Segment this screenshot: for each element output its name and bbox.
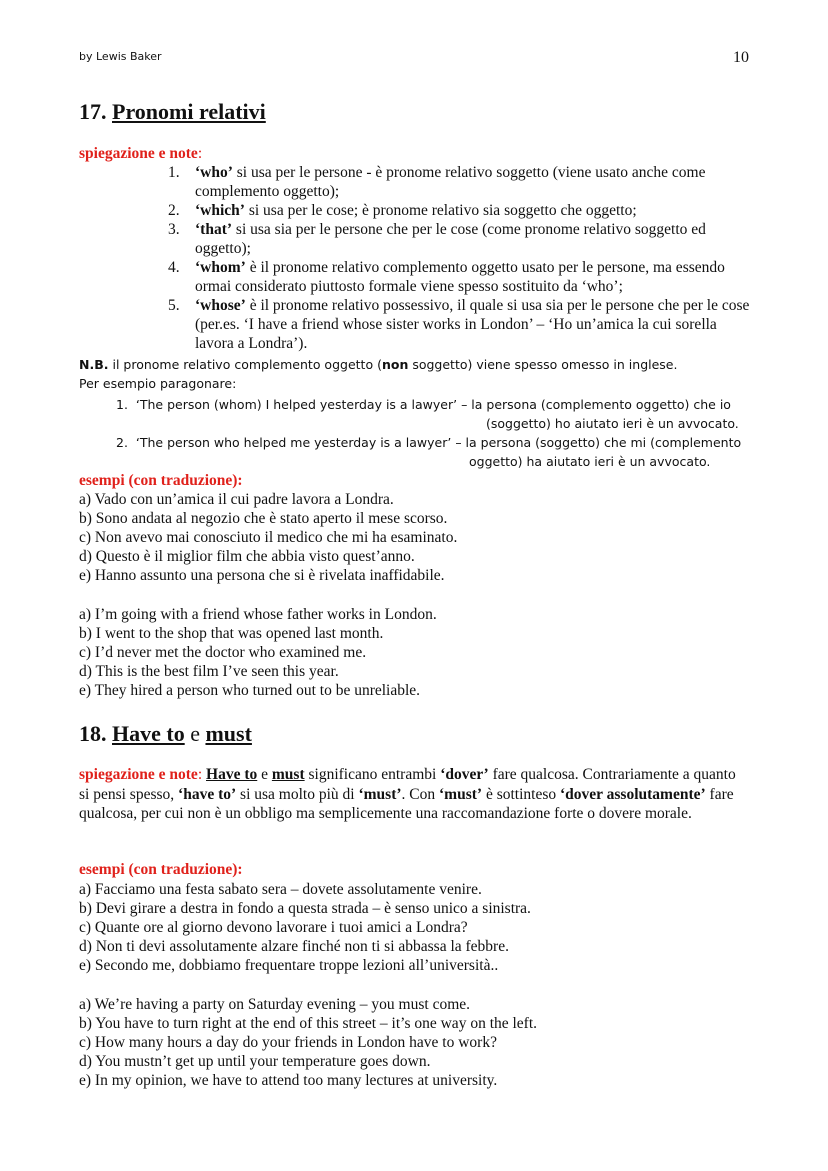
list-item: 1. ‘who’ si usa per le persone - è pronome relativo soggetto (viene usato anche come complemento oggetto); bbox=[168, 164, 706, 200]
section-17-notes-heading: spiegazione e note: bbox=[79, 145, 203, 162]
relative-pronoun-list bbox=[168, 163, 758, 353]
example-english: c) I’d never met the doctor who examined me. bbox=[79, 644, 367, 661]
example-italian: e) Secondo me, dobbiamo frequentare troppe lezioni all’università.. bbox=[79, 957, 499, 974]
term: ‘which’ bbox=[195, 202, 245, 219]
example-english: d) This is the best film I’ve seen this year. bbox=[79, 663, 339, 680]
example-english: c) How many hours a day do your friends in London have to work? bbox=[79, 1034, 497, 1051]
header-author: by Lewis Baker bbox=[79, 50, 162, 63]
example-english: a) I’m going with a friend whose father works in London. bbox=[79, 606, 437, 623]
section-18-number: 18. bbox=[79, 721, 107, 746]
compare-item-1: 1. ‘The person (whom) I helped yesterday is a lawyer’ – la persona (complemento oggetto) che io bbox=[116, 397, 731, 412]
compare-intro: Per esempio paragonare: bbox=[79, 376, 237, 391]
term: ‘who’ bbox=[195, 164, 233, 181]
section-17-title-text: Pronomi relativi bbox=[112, 99, 266, 124]
example-italian: e) Hanno assunto una persona che si è rivelata inaffidabile. bbox=[79, 567, 445, 584]
compare-item-1-cont: (soggetto) ho aiutato ieri è un avvocato. bbox=[486, 416, 739, 431]
term: ‘whom’ bbox=[195, 259, 246, 276]
example-italian: a) Facciamo una festa sabato sera – dovete assolutamente venire. bbox=[79, 881, 482, 898]
page-number: 10 bbox=[733, 49, 749, 66]
example-italian: d) Non ti devi assolutamente alzare finché non ti si abbassa la febbre. bbox=[79, 938, 509, 955]
section-17-title bbox=[79, 99, 266, 125]
example-italian: c) Non avevo mai conosciuto il medico che mi ha esaminato. bbox=[79, 529, 458, 546]
compare-item-2: 2. ‘The person who helped me yesterday is a lawyer’ – la persona (soggetto) che mi (complemento bbox=[116, 435, 742, 450]
notes-label: spiegazione e note bbox=[79, 145, 198, 162]
compare-item-2-cont: oggetto) ha aiutato ieri è un avvocato. bbox=[469, 454, 711, 469]
section-18-title: 18. Have to e must bbox=[79, 721, 252, 746]
example-italian: b) Devi girare a destra in fondo a questa strada – è senso unico a sinistra. bbox=[79, 900, 531, 917]
list-item: 2. ‘which’ si usa per le cose; è pronome relativo sia soggetto che oggetto; bbox=[168, 202, 637, 219]
example-english: e) They hired a person who turned out to be unreliable. bbox=[79, 682, 421, 699]
example-italian: c) Quante ore al giorno devono lavorare i tuoi amici a Londra? bbox=[79, 919, 468, 936]
section-17-examples-heading: esempi (con traduzione): bbox=[79, 472, 243, 489]
example-italian: d) Questo è il miglior film che abbia visto quest’anno. bbox=[79, 548, 415, 565]
example-english: e) In my opinion, we have to attend too many lectures at university. bbox=[79, 1072, 498, 1089]
term: ‘whose’ bbox=[195, 297, 246, 314]
section-18-examples-heading: esempi (con traduzione): bbox=[79, 861, 243, 878]
list-item: 3. ‘that’ si usa sia per le persone che per le cose (come pronome relativo soggetto ed oggetto); bbox=[168, 221, 706, 257]
nb-note: N.B. il pronome relativo complemento oggetto (non soggetto) viene spesso omesso in inglese. bbox=[79, 357, 678, 372]
example-english: b) I went to the shop that was opened last month. bbox=[79, 625, 384, 642]
term: ‘that’ bbox=[195, 221, 233, 238]
list-item: 4. ‘whom’ è il pronome relativo complemento oggetto usato per le persone, ma essendo ormai considerato piuttosto formale viene spesso sostituito da ‘who’; bbox=[168, 259, 725, 295]
example-italian: a) Vado con un’amica il cui padre lavora a Londra. bbox=[79, 491, 394, 508]
example-italian: b) Sono andata al negozio che è stato aperto il mese scorso. bbox=[79, 510, 448, 527]
list-item: 5. ‘whose’ è il pronome relativo possessivo, il quale si usa sia per le persone che per le cose (per.es. ‘I have a friend whose sister works in London’ – ‘Ho un’amica la cui sorella lavora a Londra’). bbox=[168, 297, 750, 352]
example-english: b) You have to turn right at the end of this street – it’s one way on the left. bbox=[79, 1015, 538, 1032]
example-english: a) We’re having a party on Saturday evening – you must come. bbox=[79, 996, 471, 1013]
section-18-explanation: spiegazione e note: Have to e must significano entrambi ‘dover’ fare qualcosa. Contrariamente a quanto si pensi spesso, ‘have to’ si usa molto più di ‘must’. Con ‘must’ è sottinteso ‘dover assolutamente’ fare qualcosa, per cui non è un obbligo ma semplicemente una raccomandazione forte o dovere morale. bbox=[79, 766, 736, 822]
example-english: d) You mustn’t get up until your temperature goes down. bbox=[79, 1053, 431, 1070]
notes-label: spiegazione e note bbox=[79, 766, 198, 783]
section-17-number: 17. bbox=[79, 99, 107, 124]
